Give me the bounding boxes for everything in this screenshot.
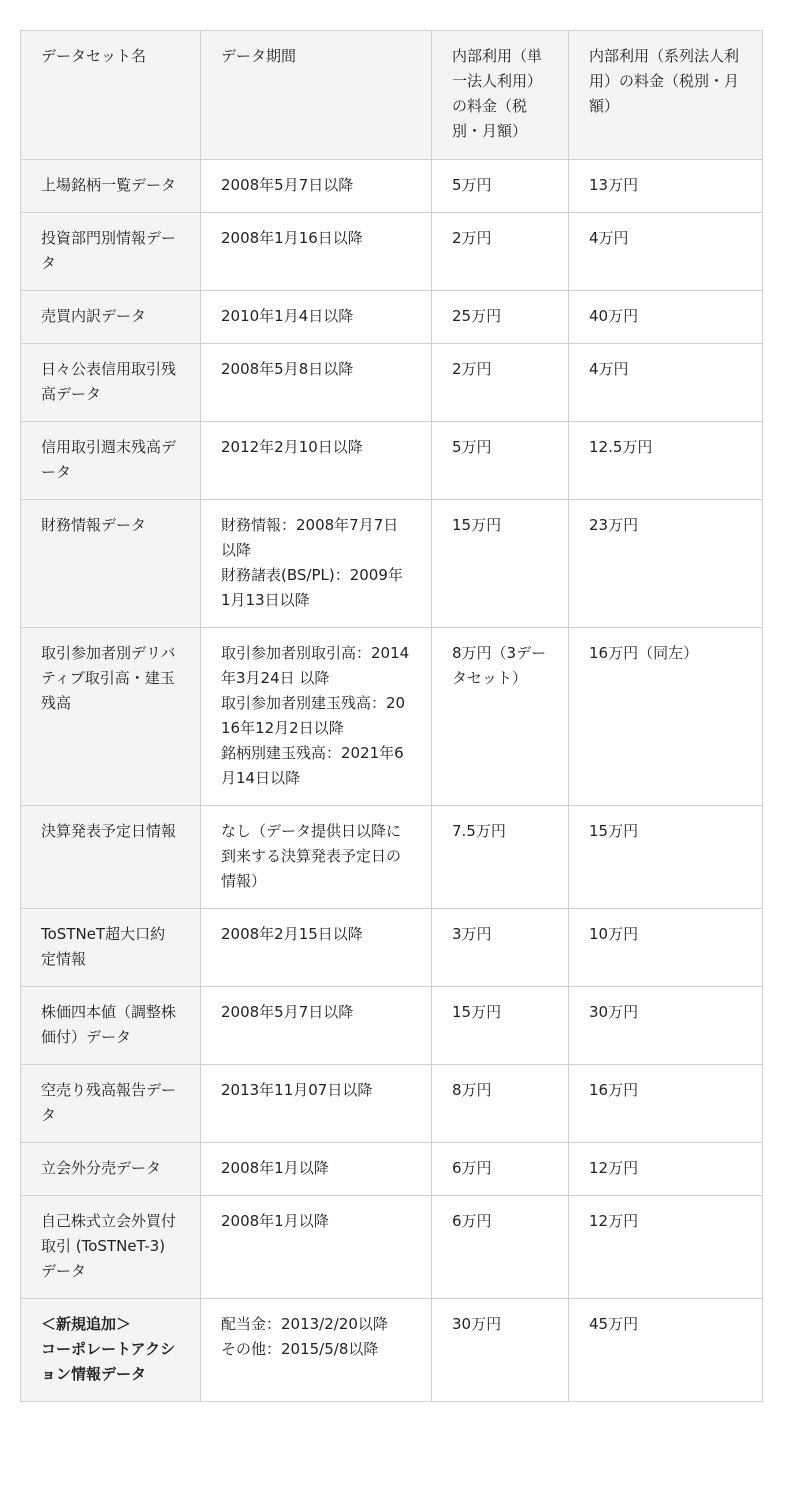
data-period-cell [201, 291, 432, 344]
dataset-name: コーポレートアクション情報データ [41, 1340, 176, 1383]
dataset-pricing-table [20, 30, 763, 1402]
group-corp-fee: 16万円 [569, 1065, 763, 1143]
single-corp-fee: 6万円 [432, 1143, 569, 1196]
dataset-name: 財務情報データ [41, 516, 147, 534]
data-period-cell [201, 806, 432, 909]
data-period: 2008年1月以降 [221, 1212, 329, 1230]
data-period-cell [201, 500, 432, 628]
table-row [21, 1143, 763, 1196]
table-row [21, 1299, 763, 1402]
group-corp-fee: 45万円 [569, 1299, 763, 1402]
header-dataset-name: データセット名 [21, 31, 201, 160]
dataset-name-cell [21, 909, 201, 987]
data-period: 2008年5月7日以降 [221, 1003, 354, 1021]
dataset-name-cell [21, 213, 201, 291]
dataset-name-cell [21, 1065, 201, 1143]
dataset-name-cell [21, 422, 201, 500]
data-period-cell [201, 987, 432, 1065]
group-corp-fee: 10万円 [569, 909, 763, 987]
dataset-name: 立会外分売データ [41, 1159, 162, 1177]
dataset-name-cell [21, 628, 201, 806]
data-period-cell [201, 213, 432, 291]
single-corp-fee: 3万円 [432, 909, 569, 987]
table-row [21, 422, 763, 500]
table-row [21, 987, 763, 1065]
dataset-name: 空売り残高報告データ [41, 1081, 177, 1124]
data-period-cell [201, 1299, 432, 1402]
dataset-name-cell [21, 1299, 201, 1402]
single-corp-fee: 2万円 [432, 213, 569, 291]
dataset-name-cell [21, 1196, 201, 1299]
data-period: その他：2015/5/8以降 [221, 1340, 379, 1358]
data-period: 取引参加者別取引高：2014年3月24日 以降 [221, 644, 410, 687]
dataset-name: 株価四本値（調整株価付）データ [41, 1003, 177, 1046]
data-period: 2012年2月10日以降 [221, 438, 363, 456]
dataset-name-cell [21, 987, 201, 1065]
header-group-corp-fee: 内部利用（系列法人利用）の料金（税別・月額） [569, 31, 763, 160]
data-period: 2013年11月07日以降 [221, 1081, 373, 1099]
dataset-name-cell [21, 291, 201, 344]
single-corp-fee: 8万円 [432, 1065, 569, 1143]
data-period: 2008年5月7日以降 [221, 176, 354, 194]
dataset-name-cell [21, 160, 201, 213]
dataset-name: 投資部門別情報データ [41, 229, 177, 272]
header-single-corp-fee: 内部利用（単一法人利用）の料金（税別・月額） [432, 31, 569, 160]
single-corp-fee: 7.5万円 [432, 806, 569, 909]
single-corp-fee: 15万円 [432, 500, 569, 628]
header-data-period: データ期間 [201, 31, 432, 160]
single-corp-fee: 8万円（3データセット） [432, 628, 569, 806]
dataset-name: 自己株式立会外買付取引 (ToSTNeT-3)データ [41, 1212, 177, 1280]
group-corp-fee: 12万円 [569, 1143, 763, 1196]
single-corp-fee: 5万円 [432, 160, 569, 213]
single-corp-fee: 25万円 [432, 291, 569, 344]
table-row [21, 1065, 763, 1143]
table-row [21, 909, 763, 987]
header-row [21, 31, 763, 160]
table-row [21, 291, 763, 344]
data-period: 2010年1月4日以降 [221, 307, 354, 325]
data-period: 財務諸表(BS/PL)：2009年1月13日以降 [221, 566, 403, 609]
dataset-name-cell [21, 500, 201, 628]
data-period-cell [201, 160, 432, 213]
data-period-cell [201, 344, 432, 422]
data-period: 2008年1月以降 [221, 1159, 329, 1177]
single-corp-fee: 15万円 [432, 987, 569, 1065]
single-corp-fee: 30万円 [432, 1299, 569, 1402]
group-corp-fee: 4万円 [569, 344, 763, 422]
data-period: 2008年1月16日以降 [221, 229, 363, 247]
group-corp-fee: 12万円 [569, 1196, 763, 1299]
data-period-cell [201, 628, 432, 806]
single-corp-fee: 2万円 [432, 344, 569, 422]
dataset-name: 信用取引週末残高データ [41, 438, 177, 481]
table-row [21, 344, 763, 422]
dataset-name: 売買内訳データ [41, 307, 147, 325]
group-corp-fee: 13万円 [569, 160, 763, 213]
dataset-name-cell [21, 344, 201, 422]
group-corp-fee: 12.5万円 [569, 422, 763, 500]
group-corp-fee: 15万円 [569, 806, 763, 909]
data-period-cell [201, 1196, 432, 1299]
data-period: 配当金：2013/2/20以降 [221, 1315, 388, 1333]
table-row [21, 160, 763, 213]
dataset-name: ＜新規追加＞ [41, 1315, 132, 1333]
dataset-name: 日々公表信用取引残高データ [41, 360, 177, 403]
dataset-name: 上場銘柄一覧データ [41, 176, 177, 194]
data-period: 2008年5月8日以降 [221, 360, 354, 378]
group-corp-fee: 23万円 [569, 500, 763, 628]
data-period: なし（データ提供日以降に到来する決算発表予定日の情報） [221, 822, 402, 890]
data-period: 銘柄別建玉残高：2021年6月14日以降 [221, 744, 404, 787]
group-corp-fee: 30万円 [569, 987, 763, 1065]
dataset-name-cell [21, 806, 201, 909]
data-period-cell [201, 422, 432, 500]
data-period: 取引参加者別建玉残高：2016年12月2日以降 [221, 694, 406, 737]
dataset-name: 決算発表予定日情報 [41, 822, 177, 840]
table-row [21, 213, 763, 291]
data-period-cell [201, 1143, 432, 1196]
group-corp-fee: 4万円 [569, 213, 763, 291]
dataset-name-cell [21, 1143, 201, 1196]
table-row [21, 500, 763, 628]
table-row [21, 628, 763, 806]
data-period-cell [201, 1065, 432, 1143]
data-period: 2008年2月15日以降 [221, 925, 363, 943]
data-period: 財務情報：2008年7月7日以降 [221, 516, 399, 559]
single-corp-fee: 5万円 [432, 422, 569, 500]
table-header [21, 31, 763, 160]
group-corp-fee: 16万円（同左） [569, 628, 763, 806]
table-body [21, 160, 763, 1402]
dataset-name: ToSTNeT超大口約定情報 [41, 925, 166, 968]
single-corp-fee: 6万円 [432, 1196, 569, 1299]
dataset-name: 取引参加者別デリバティブ取引高・建玉残高 [41, 644, 176, 712]
table-row [21, 1196, 763, 1299]
data-period-cell [201, 909, 432, 987]
table-row [21, 806, 763, 909]
group-corp-fee: 40万円 [569, 291, 763, 344]
